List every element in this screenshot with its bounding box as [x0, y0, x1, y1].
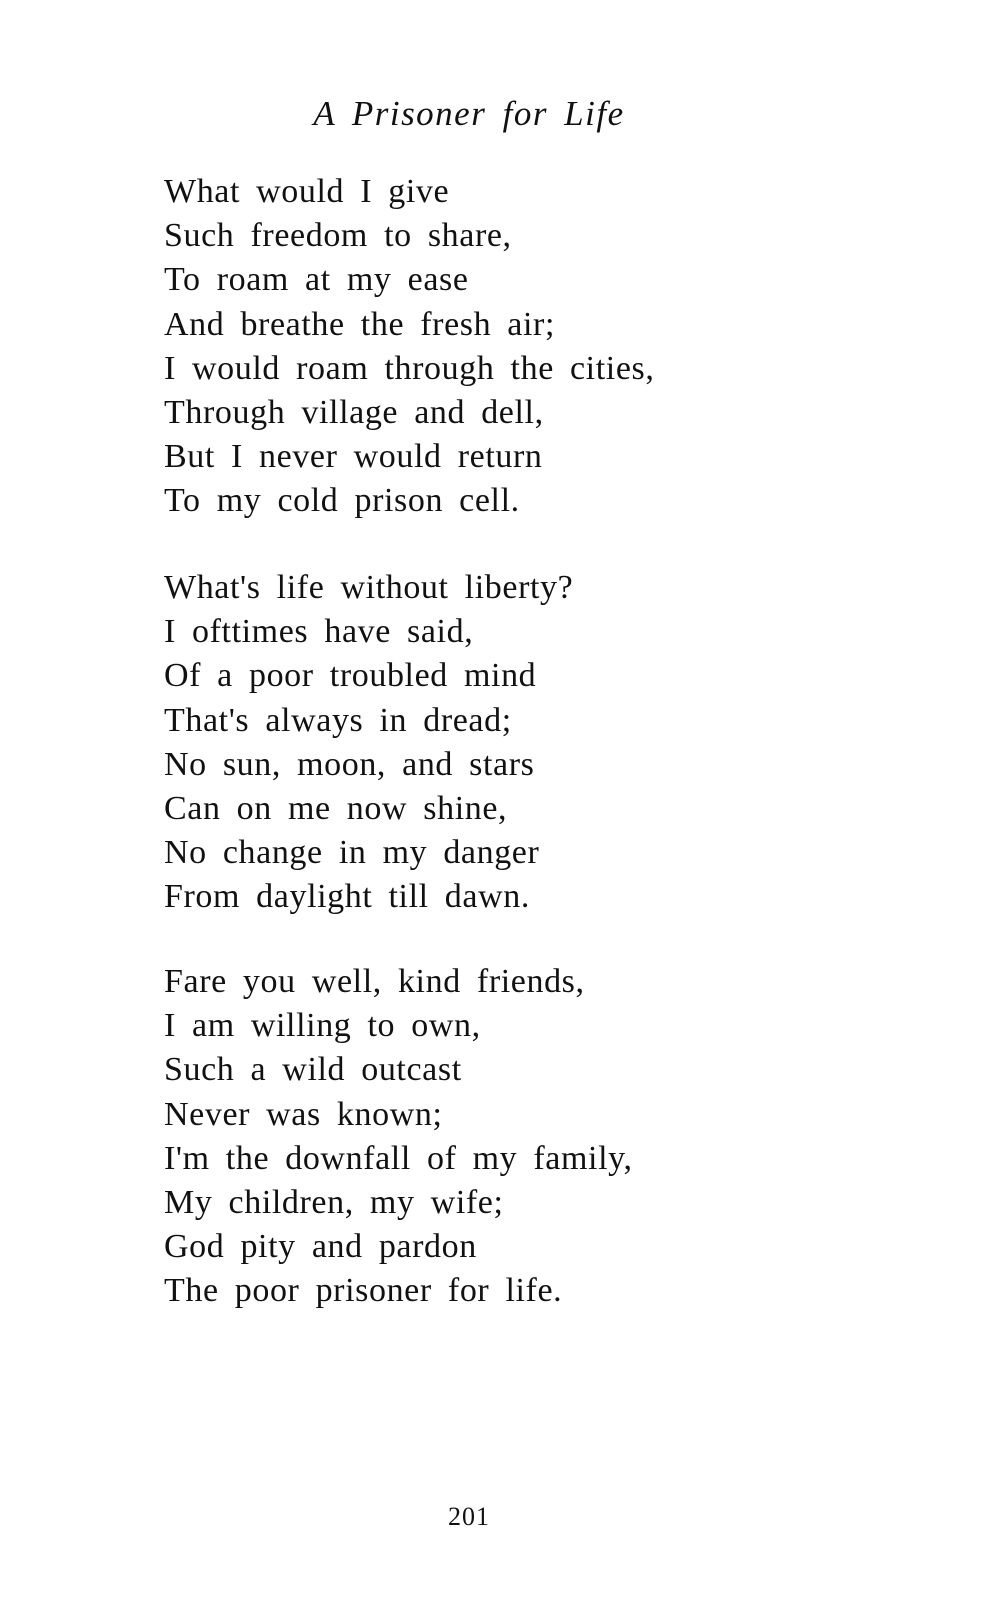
- poem-line: No sun, moon, and stars: [164, 745, 535, 783]
- poem-line: No change in my danger: [164, 834, 540, 872]
- poem-line: But I never would return: [164, 438, 543, 476]
- poem-line: Such a wild outcast: [164, 1051, 462, 1089]
- poem-line: That's always in dread;: [164, 701, 512, 739]
- poem-line: What's life without liberty?: [164, 569, 574, 606]
- poem-line: Of a poor troubled mind: [164, 657, 537, 695]
- poem-stanza-2: [164, 566, 573, 920]
- poem-line: Such freedom to share,: [164, 217, 512, 255]
- poem-line: Fare you well, kind friends,: [164, 963, 585, 1000]
- page-number: 201: [448, 1502, 490, 1531]
- poem-line: The poor prisoner for life.: [164, 1272, 563, 1310]
- poem-line: From daylight till dawn.: [164, 878, 530, 916]
- poem-line: To roam at my ease: [164, 261, 469, 299]
- poem-line: To my cold prison cell.: [164, 482, 520, 520]
- poem-line: What would I give: [164, 173, 450, 210]
- poem-stanza-3: [164, 960, 633, 1314]
- poem-line: And breathe the fresh air;: [164, 305, 556, 343]
- poem-line: Can on me now shine,: [164, 789, 508, 827]
- page-title: A Prisoner for Life: [313, 94, 625, 133]
- poem-line: God pity and pardon: [164, 1228, 477, 1266]
- poem-stanza-1: [164, 170, 654, 524]
- poem-line: I ofttimes have said,: [164, 613, 474, 651]
- poem-line: I would roam through the cities,: [164, 349, 655, 387]
- poem-line: Never was known;: [164, 1095, 443, 1133]
- poem-line: I'm the downfall of my family,: [164, 1139, 633, 1177]
- poem-line: Through village and dell,: [164, 393, 544, 431]
- poem-line: I am willing to own,: [164, 1007, 481, 1045]
- poem-line: My children, my wife;: [164, 1183, 504, 1221]
